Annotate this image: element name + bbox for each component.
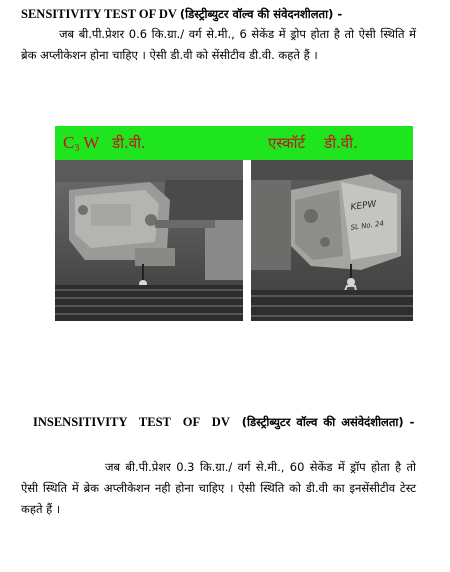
photo-comparison <box>55 126 413 321</box>
c3w-dv-photo <box>55 160 243 321</box>
valve-marking-1: KEPW <box>350 199 378 213</box>
caption-left-dv: डी.वी. <box>112 134 146 152</box>
caption-left-sub: 3 <box>74 143 80 154</box>
section1-heading <box>21 7 416 22</box>
section1-body: जब बी.पी.प्रेशर 0.6 कि.ग्रा./ वर्ग से.मी., 6 सेकेंड में ड्रोप होता है तो ऐसी स्थिति में ब्रेक अप्लीकेशन होना चाहिए । ऐसी डी.वी को सेंसीटीव डी.वी. कहते हैं । <box>21 27 416 62</box>
caption-left-prefix: C <box>63 133 75 152</box>
caption-left-suffix: W <box>83 133 100 152</box>
section2-title-hi: (डिस्ट्रीब्युटर वॉल्व की असंवेदंशीलता) - <box>241 415 415 429</box>
caption-escort-dv: एस्कॉर्ट डी.वी. <box>268 134 358 152</box>
escort-dv-photo <box>251 160 413 321</box>
section2-title-en: INSENSITIVITY TEST OF DV <box>33 415 230 429</box>
section2-heading <box>33 412 416 433</box>
valve-marking-2: SL No. 24 <box>350 219 385 232</box>
section1-title-hi: (डिस्ट्रीब्युटर वॉल्व की संवेदनशीलता) - <box>179 7 343 21</box>
section2-body: जब बी.पी.प्रेशर 0.3 कि.ग्रा./ वर्ग से.मी., 60 सेकेंड में ड्रॉप होता है तो ऐसी स्थिति में ब्रेक अप्लीकेशन नही होना चाहिए । ऐसी स्थिति को डी.वी का इनसेंसीटीव टेस्ट कहते हैं । <box>21 460 416 516</box>
caption-c3w-dv <box>63 132 146 160</box>
section1-title-en: SENSITIVITY TEST OF DV <box>21 7 177 21</box>
